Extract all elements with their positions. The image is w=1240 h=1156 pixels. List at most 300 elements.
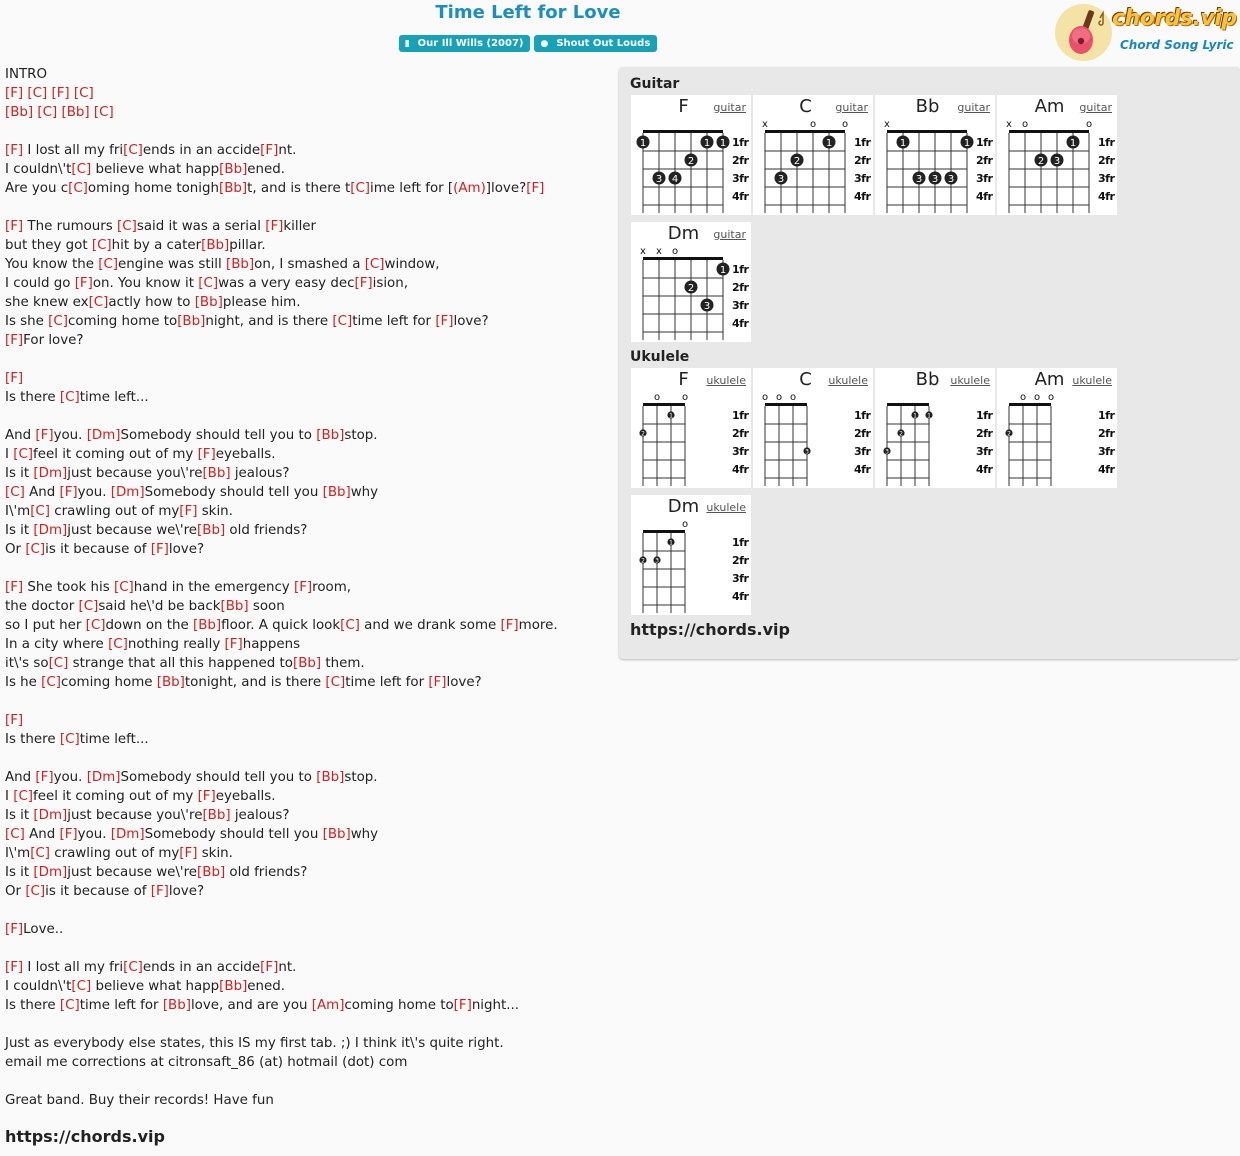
fret-label: 3fr [732, 299, 749, 312]
lyric-line [5, 160, 605, 179]
fret-label: 1fr [854, 409, 871, 422]
finger-dot [929, 172, 942, 186]
finger-dot [1005, 429, 1012, 437]
finger-dot [883, 447, 890, 455]
lyrics-body [5, 65, 605, 1110]
album-label: Our Ill Wills (2007) [417, 38, 524, 49]
instrument-link[interactable]: guitar [835, 101, 868, 114]
finger-dot [667, 411, 674, 419]
chord-link[interactable]: [C] [123, 143, 143, 158]
chord-link[interactable]: [C] [5, 485, 25, 500]
chord-link[interactable]: [F] [5, 713, 24, 728]
fret-label: 1fr [1098, 409, 1115, 422]
chord-link[interactable]: [C] [98, 257, 119, 272]
fret-label: 4fr [732, 190, 749, 203]
chord-link[interactable]: [F] [526, 181, 545, 196]
lyric-line [5, 1015, 605, 1034]
lyric-text: Is it [5, 523, 34, 538]
chord-link[interactable]: [C] [30, 846, 50, 861]
album-badge[interactable] [399, 35, 531, 52]
chord-diagram-f-guitar[interactable] [631, 95, 751, 215]
chord-link[interactable]: [C] [340, 618, 360, 633]
chord-link[interactable]: [F] [5, 371, 24, 386]
chord-link[interactable]: [C] [37, 105, 58, 120]
lyric-text: She took his [23, 580, 114, 595]
finger-number: 1 [963, 138, 971, 149]
lyric-line [5, 84, 605, 103]
chord-link[interactable]: [C] [71, 162, 92, 177]
chord-link[interactable]: [Dm] [33, 865, 68, 880]
lyric-text: Just as everybody else states, this IS my first tab. ;) I think it\'s quite right. [5, 1036, 504, 1051]
chord-link[interactable]: [C] [13, 447, 34, 462]
fret-label: 1fr [732, 263, 749, 276]
finger-number: 2 [899, 430, 903, 438]
lyric-line [5, 540, 605, 559]
chord-diagram-c-ukulele[interactable] [753, 368, 873, 488]
chord-link[interactable]: [Dm] [33, 808, 68, 823]
lyric-text: night, and is there [205, 314, 333, 329]
finger-number: 2 [793, 156, 801, 167]
fret-label: 1fr [976, 409, 993, 422]
chord-link[interactable]: [F] [51, 86, 70, 101]
chord-link[interactable]: [Dm] [86, 770, 121, 785]
lyric-text: but they got [5, 238, 92, 253]
instrument-link[interactable]: ukulele [706, 501, 746, 514]
lyric-line [5, 578, 605, 597]
lyric-text: on, I smashed a [254, 257, 365, 272]
finger-number: 2 [1037, 156, 1045, 167]
lyric-text: ened. [247, 979, 286, 994]
chord-name: Am [1034, 96, 1065, 117]
finger-number: 3 [703, 301, 711, 312]
lyric-text: she knew ex [5, 295, 89, 310]
finger-number: 3 [931, 174, 939, 185]
chord-link[interactable]: [F] [197, 789, 216, 804]
chord-link[interactable]: [C] [88, 295, 109, 310]
chord-link[interactable]: [Bb] [202, 466, 231, 481]
chord-link[interactable]: [C] [93, 105, 114, 120]
chord-link[interactable]: [F] [435, 314, 454, 329]
lyric-line [5, 863, 605, 882]
chord-link[interactable]: (Am) [453, 181, 486, 196]
open-string-marker: o [653, 392, 661, 403]
lyric-line [5, 1053, 605, 1072]
chord-link[interactable]: [F] [35, 428, 54, 443]
lyric-text: Is it [5, 466, 34, 481]
lyric-text: said it was a serial [136, 219, 266, 234]
lyric-text: why [350, 485, 379, 500]
lyric-line [5, 901, 605, 920]
lyric-text: killer [283, 219, 317, 234]
finger-dot [823, 136, 836, 150]
chord-link[interactable]: [Bb] [197, 865, 226, 880]
chord-link[interactable]: [C] [91, 238, 112, 253]
lyric-text: time left for [345, 675, 429, 690]
chord-link[interactable]: [Bb] [156, 675, 185, 690]
chord-link[interactable]: [Bb] [197, 523, 226, 538]
lyric-text: old friends? [225, 523, 308, 538]
lyric-text: nt. [278, 143, 297, 158]
chord-link[interactable]: [C] [325, 675, 346, 690]
finger-number: 1 [669, 539, 673, 547]
chord-link[interactable]: [C] [59, 390, 80, 405]
fret-label: 1fr [1098, 136, 1115, 149]
chord-link[interactable]: [C] [48, 314, 68, 329]
chord-diagram-bb-guitar[interactable] [875, 95, 995, 215]
lyric-text: coming home [60, 675, 157, 690]
open-string-marker: o [1019, 392, 1027, 403]
lyric-text: Great band. Buy their records! Have fun [5, 1093, 274, 1108]
chord-link[interactable]: [Bb] [61, 105, 90, 120]
lyric-text: I\'m [5, 504, 31, 519]
chord-link[interactable]: [Bb] [193, 618, 222, 633]
site-url-bottom[interactable]: https://chords.vip [5, 1127, 165, 1146]
open-string-marker: o [1033, 392, 1041, 403]
lyric-text: ision, [372, 276, 408, 291]
chord-diagram-am-ukulele[interactable] [997, 368, 1117, 488]
chord-name: Bb [915, 369, 940, 390]
fret-label: 3fr [976, 172, 993, 185]
chord-link[interactable]: [F] [35, 770, 54, 785]
chord-link[interactable]: [C] [27, 86, 48, 101]
chord-link[interactable]: [C] [78, 599, 99, 614]
chord-link[interactable]: [Bb] [316, 428, 345, 443]
open-string-marker: o [809, 119, 817, 130]
chord-link[interactable]: [F] [74, 276, 93, 291]
site-url-panel[interactable]: https://chords.vip [630, 620, 790, 639]
lyric-text: pillar. [229, 238, 266, 253]
lyric-line [5, 122, 605, 141]
lyric-text: it\'s so [5, 656, 49, 671]
lyric-line [5, 464, 605, 483]
chord-link[interactable]: [C] [364, 257, 385, 272]
lyric-line [5, 350, 605, 369]
chord-link[interactable]: [Bb] [177, 314, 206, 329]
chord-link[interactable]: [C] [59, 998, 80, 1013]
song-title: Time Left for Love [435, 2, 621, 23]
fretboard-grid [753, 117, 873, 213]
fret-label: 1fr [732, 136, 749, 149]
finger-number: 1 [719, 138, 727, 149]
chord-link[interactable]: [C] [113, 580, 134, 595]
lyric-text: the doctor [5, 599, 79, 614]
lyric-text: so I put her [5, 618, 86, 633]
chord-link[interactable]: [F] [5, 219, 24, 234]
chord-link[interactable]: [F] [265, 219, 284, 234]
fret-label: 3fr [854, 172, 871, 185]
fretboard-grid [631, 390, 751, 486]
artist-badge[interactable] [534, 35, 657, 52]
chord-link[interactable]: [Bb] [162, 998, 191, 1013]
chord-link[interactable]: [F] [179, 504, 198, 519]
chord-link[interactable]: [C] [198, 276, 219, 291]
finger-dot [897, 136, 910, 150]
lyric-text: on. You know it [92, 276, 199, 291]
lyric-text: And [5, 770, 36, 785]
chord-link[interactable]: [F] [5, 580, 24, 595]
site-logo[interactable] [1054, 3, 1237, 63]
lyric-line [5, 939, 605, 958]
chord-link[interactable]: [C] [30, 504, 50, 519]
chord-link[interactable]: [F] [59, 827, 78, 842]
chord-link[interactable]: [F] [5, 333, 24, 348]
chord-link[interactable]: [F] [500, 618, 519, 633]
lyric-text: believe what happ [91, 979, 220, 994]
finger-number: 1 [913, 412, 917, 420]
instrument-link[interactable]: ukulele [950, 374, 990, 387]
chord-link[interactable]: [F] [150, 884, 169, 899]
lyric-text: time left... [79, 390, 149, 405]
chord-link[interactable]: [F] [150, 542, 169, 557]
chord-link[interactable]: [F] [5, 143, 24, 158]
chord-link[interactable]: [Bb] [322, 485, 351, 500]
chord-diagram-f-ukulele[interactable] [631, 368, 751, 488]
chord-link[interactable]: [F] [294, 580, 313, 595]
chord-link[interactable]: [Bb] [219, 162, 248, 177]
chord-link[interactable]: [Dm] [110, 827, 145, 842]
lyric-line [5, 369, 605, 388]
instrument-link[interactable]: guitar [713, 101, 746, 114]
chord-link[interactable]: [Bb] [322, 827, 351, 842]
lyric-line [5, 255, 605, 274]
lyric-text: ened. [247, 162, 286, 177]
instrument-link[interactable]: guitar [713, 228, 746, 241]
chord-link[interactable]: [F] [5, 960, 24, 975]
instrument-link[interactable]: guitar [957, 101, 990, 114]
lyric-text: Are you c [5, 181, 69, 196]
finger-dot [667, 538, 674, 546]
lyric-text: Or [5, 884, 26, 899]
fret-label: 4fr [976, 463, 993, 476]
lyric-text: jealous? [230, 466, 290, 481]
chord-link[interactable]: [C] [59, 732, 80, 747]
lyric-text: I lost all my fri [23, 960, 124, 975]
chord-link[interactable]: [Dm] [86, 428, 121, 443]
chord-name: F [678, 96, 689, 117]
chord-link[interactable]: [Dm] [33, 466, 68, 481]
chord-diagram-bb-ukulele[interactable] [875, 368, 995, 488]
book-icon: ▮ [404, 39, 410, 49]
open-string-marker: o [1047, 392, 1055, 403]
lyric-line [5, 958, 605, 977]
lyric-text: is it because of [45, 884, 151, 899]
chord-link[interactable]: [C] [25, 542, 46, 557]
lyric-text: crawling out of my [50, 846, 180, 861]
finger-dot [803, 447, 810, 455]
lyric-line [5, 654, 605, 673]
lyric-text: just because you\'re [67, 466, 203, 481]
lyric-text: Is he [5, 675, 42, 690]
lyric-text: Somebody should tell you [144, 485, 323, 500]
lyric-text: tonight, and is there [184, 675, 326, 690]
muted-string-marker: x [884, 119, 890, 130]
chord-link[interactable]: [Am] [311, 998, 345, 1013]
finger-dot [911, 411, 918, 419]
lyric-text: you. [53, 428, 87, 443]
lyric-text: them. [321, 656, 365, 671]
chord-link[interactable]: [C] [123, 960, 143, 975]
instrument-link[interactable]: guitar [1079, 101, 1112, 114]
chord-link[interactable]: [C] [68, 181, 88, 196]
lyric-line [5, 445, 605, 464]
chord-link[interactable]: [Bb] [202, 808, 231, 823]
lyric-text: I [5, 789, 14, 804]
lyric-text: skin. [197, 504, 233, 519]
lyric-line [5, 635, 605, 654]
chord-link[interactable]: [C] [350, 181, 371, 196]
chord-link[interactable]: [Dm] [33, 523, 68, 538]
chord-link[interactable]: [C] [71, 979, 92, 994]
fret-label: 3fr [976, 445, 993, 458]
lyric-text: I could go [5, 276, 75, 291]
finger-dot [717, 136, 730, 150]
finger-dot [791, 154, 804, 168]
fret-label: 4fr [976, 190, 993, 203]
finger-dot [639, 556, 646, 564]
finger-dot [685, 281, 698, 295]
finger-dot [1051, 154, 1064, 168]
instrument-link[interactable]: ukulele [828, 374, 868, 387]
chord-link[interactable]: [C] [48, 656, 69, 671]
logo-tagline: Chord Song Lyric [1120, 38, 1234, 52]
song-badges [0, 35, 1056, 52]
finger-number: 2 [1007, 430, 1011, 438]
lyric-text: ends in an accide [142, 143, 261, 158]
lyric-line [5, 236, 605, 255]
lyric-text: said he\'d be back [98, 599, 221, 614]
chord-link[interactable]: [Bb] [226, 257, 255, 272]
finger-number: 3 [805, 448, 809, 456]
chord-link[interactable]: [F] [59, 485, 78, 500]
lyric-line [5, 217, 605, 236]
chord-diagram-dm-guitar[interactable] [631, 222, 751, 342]
lyric-text: happens [242, 637, 301, 652]
lyric-line [5, 977, 605, 996]
chord-link[interactable]: [F] [428, 675, 447, 690]
lyric-line [5, 559, 605, 578]
chord-link[interactable]: [C] [85, 618, 106, 633]
finger-number: 1 [719, 265, 727, 276]
lyric-text: love, and are you [190, 998, 312, 1013]
lyric-text: you. [53, 770, 87, 785]
chord-link[interactable]: [F] [354, 276, 373, 291]
chord-link[interactable]: [C] [41, 675, 61, 690]
chord-diagram-am-guitar[interactable] [997, 95, 1117, 215]
fret-label: 3fr [732, 172, 749, 185]
muted-string-marker: x [1006, 119, 1012, 130]
chord-link[interactable]: [C] [5, 827, 25, 842]
guitar-section-title: Guitar [630, 76, 680, 92]
chord-link[interactable]: [Bb] [220, 599, 249, 614]
lyric-text: crawling out of my [50, 504, 180, 519]
instrument-link[interactable]: ukulele [1072, 374, 1112, 387]
lyric-line [5, 1034, 605, 1053]
finger-dot [775, 172, 788, 186]
fret-label: 2fr [732, 154, 749, 167]
chord-link[interactable]: [F] [5, 86, 24, 101]
chord-link[interactable]: [C] [108, 637, 128, 652]
lyric-line [5, 426, 605, 445]
instrument-link[interactable]: ukulele [706, 374, 746, 387]
fret-label: 2fr [854, 154, 871, 167]
fret-label: 3fr [732, 572, 749, 585]
lyric-line [5, 293, 605, 312]
chord-link[interactable]: [Bb] [5, 105, 34, 120]
chord-diagram-c-guitar[interactable] [753, 95, 873, 215]
fret-label: 2fr [854, 427, 871, 440]
lyric-text: I lost all my fri [23, 143, 124, 158]
fretboard-grid [631, 517, 751, 613]
lyric-text: stop. [344, 428, 378, 443]
chord-link[interactable]: [F] [5, 922, 24, 937]
fret-label: 1fr [732, 409, 749, 422]
finger-number: 3 [885, 448, 889, 456]
chord-link[interactable]: [Bb] [194, 295, 223, 310]
chord-name: Dm [667, 223, 700, 244]
lyric-text: please him. [222, 295, 301, 310]
lyric-text: you. [77, 485, 111, 500]
open-string-marker: o [681, 519, 689, 530]
chord-link[interactable]: [C] [13, 789, 34, 804]
chord-link[interactable]: [Bb] [218, 181, 248, 196]
lyric-line [5, 673, 605, 692]
chord-link[interactable]: [Bb] [292, 656, 322, 671]
finger-dot [945, 172, 958, 186]
finger-dot [1035, 154, 1048, 168]
chord-link[interactable]: [F] [179, 846, 198, 861]
chord-link[interactable]: [F] [260, 960, 279, 975]
chord-link[interactable]: [Bb] [316, 770, 345, 785]
chord-link[interactable]: [C] [117, 219, 137, 234]
lyric-line [5, 711, 605, 730]
chord-link[interactable]: [C] [73, 86, 94, 101]
lyric-line [5, 749, 605, 768]
fret-label: 3fr [1098, 445, 1115, 458]
fret-label: 4fr [732, 317, 749, 330]
lyric-text: Is she [5, 314, 49, 329]
chord-link[interactable]: [F] [224, 637, 243, 652]
lyric-text: time left for [79, 998, 163, 1013]
chord-link[interactable]: [Bb] [201, 238, 230, 253]
finger-dot [897, 429, 904, 437]
lyric-text: hand in the emergency [133, 580, 294, 595]
finger-number: 3 [777, 174, 785, 185]
finger-number: 3 [655, 557, 659, 565]
fret-label: 2fr [732, 554, 749, 567]
lyric-text: Love.. [23, 922, 64, 937]
lyric-text: Is there [5, 732, 60, 747]
lyric-text: stop. [344, 770, 378, 785]
chord-link[interactable]: [C] [332, 314, 353, 329]
fret-label: 1fr [976, 136, 993, 149]
finger-number: 1 [899, 138, 907, 149]
open-string-marker: o [775, 392, 783, 403]
chord-link[interactable]: [F] [197, 447, 216, 462]
finger-number: 1 [825, 138, 833, 149]
user-icon: ● [540, 39, 549, 49]
fret-label: 3fr [854, 445, 871, 458]
chord-link[interactable]: [C] [25, 884, 46, 899]
lyric-line [5, 141, 605, 160]
chord-link[interactable]: [Bb] [219, 979, 248, 994]
chord-link[interactable]: [F] [260, 143, 279, 158]
chord-link[interactable]: [F] [453, 998, 472, 1013]
lyric-text: why [350, 827, 379, 842]
lyric-text: room, [312, 580, 352, 595]
chord-diagram-dm-ukulele[interactable] [631, 495, 751, 615]
lyric-text: I couldn\'t [5, 979, 72, 994]
chord-link[interactable]: [Dm] [110, 485, 145, 500]
